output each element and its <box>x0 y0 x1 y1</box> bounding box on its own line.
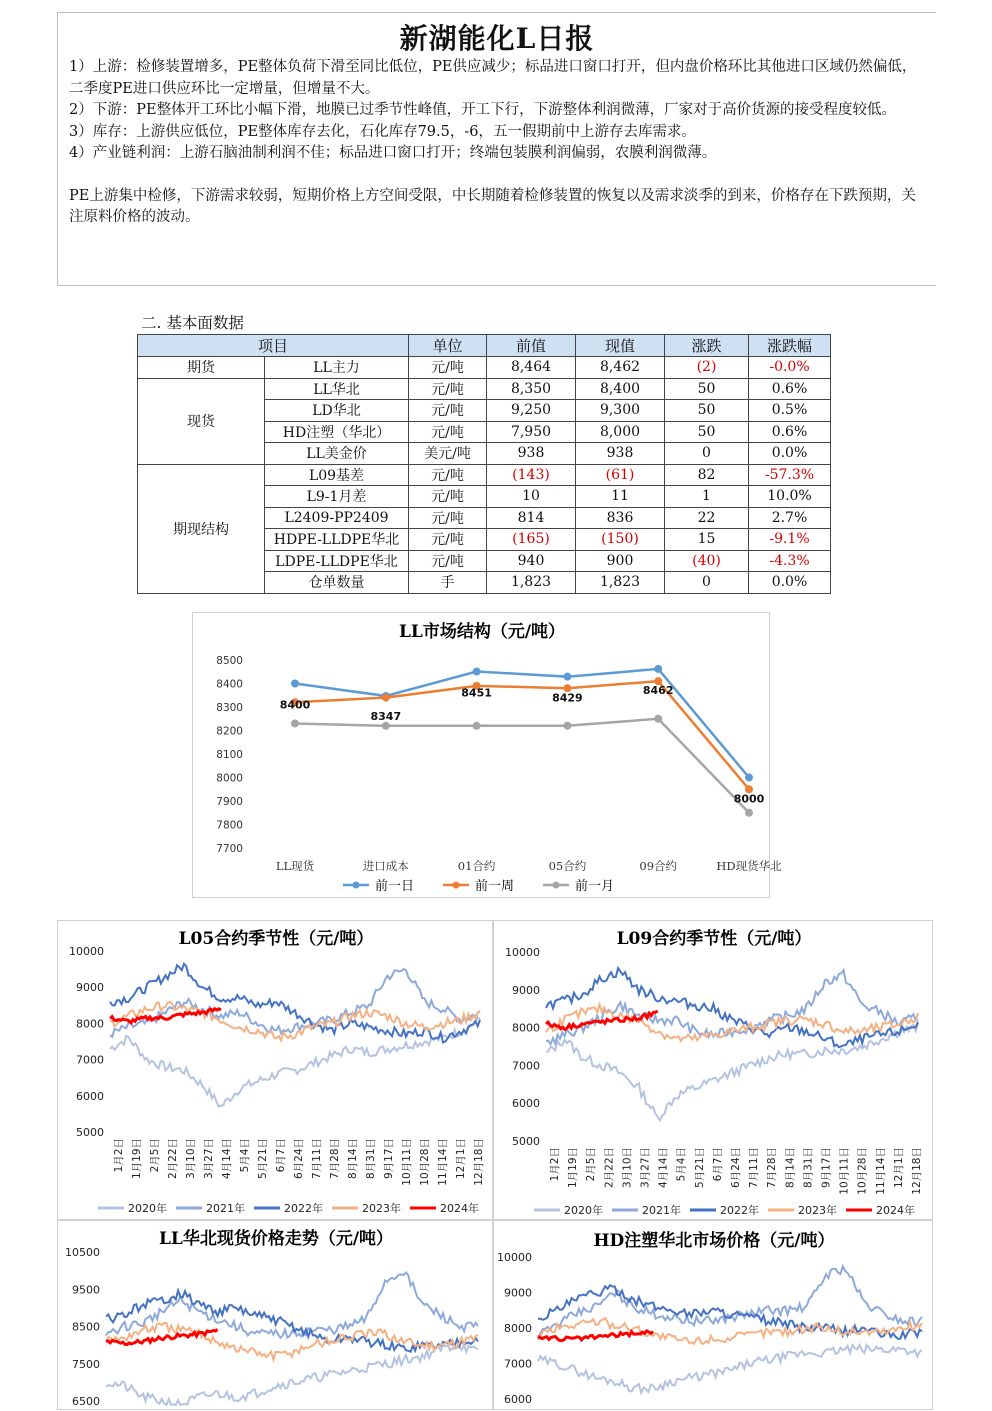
y-tick-label: 8400 <box>216 678 243 691</box>
item-cell: L2409-PP2409 <box>265 507 409 529</box>
x-tick-label: 10月28日 <box>419 1138 431 1186</box>
x-tick-label: 7月11日 <box>311 1138 323 1180</box>
report-title: 新湖能化L日报 <box>399 22 595 55</box>
pct-cell: -0.0% <box>749 357 831 379</box>
legend-label: 2020年 <box>564 1204 603 1217</box>
y-tick-label: 5000 <box>76 1126 104 1139</box>
y-tick-label: 7700 <box>216 843 243 855</box>
hd-injection-north-chart <box>493 1220 933 1410</box>
curr-cell: 8,400 <box>576 378 665 400</box>
y-tick-label: 8200 <box>216 725 243 738</box>
data-point <box>745 809 753 817</box>
series-line <box>106 1273 478 1338</box>
legend-label: 前一日 <box>375 879 415 894</box>
x-tick-label: LL现货 <box>275 859 315 873</box>
curr-cell: 900 <box>576 550 665 572</box>
unit-cell: 元/吨 <box>409 421 487 443</box>
x-tick-label: 10月11日 <box>401 1138 413 1186</box>
y-tick-label: 9500 <box>72 1283 100 1297</box>
data-point <box>473 668 481 676</box>
y-tick-label: 8300 <box>216 702 243 714</box>
unit-cell: 元/吨 <box>409 529 487 551</box>
chg-cell: 50 <box>665 421 749 443</box>
x-tick-label: 7月28日 <box>766 1147 779 1189</box>
x-tick-label: 进口成本 <box>362 859 409 873</box>
prev-cell: 8,350 <box>487 378 576 400</box>
x-tick-label: 3月10日 <box>621 1147 634 1189</box>
pct-cell: 0.6% <box>749 421 831 443</box>
data-point <box>473 722 481 730</box>
legend-label: 前一月 <box>575 879 615 894</box>
curr-cell: 9,300 <box>576 400 665 422</box>
unit-cell: 元/吨 <box>409 357 487 379</box>
chg-cell: 15 <box>665 529 749 551</box>
data-point <box>563 673 571 681</box>
header-pct: 涨跌幅 <box>749 335 831 357</box>
l05-seasonal-svg <box>58 921 494 1221</box>
legend-label: 2020年 <box>128 1202 167 1215</box>
table-row <box>138 357 831 379</box>
l09-seasonal-svg <box>494 921 934 1221</box>
x-tick-label: 1月2日 <box>113 1138 125 1173</box>
y-tick-label: 6000 <box>512 1097 540 1111</box>
x-tick-label: 2月22日 <box>167 1138 179 1180</box>
x-tick-label: 3月27日 <box>639 1147 652 1189</box>
y-tick-label: 6000 <box>76 1089 104 1103</box>
data-label: 8462 <box>642 683 674 697</box>
x-tick-label: 3月10日 <box>185 1138 197 1180</box>
x-tick-label: 8月31日 <box>802 1147 815 1189</box>
l05-seasonal-chart <box>57 920 493 1220</box>
x-tick-label: 7月28日 <box>329 1138 341 1180</box>
group-label: 期现结构 <box>138 464 265 593</box>
y-tick-label: 6000 <box>504 1393 532 1406</box>
x-tick-label: 09合约 <box>639 859 678 873</box>
legend-label: 2023年 <box>362 1202 401 1215</box>
y-tick-label: 7000 <box>504 1357 532 1371</box>
group-label: 期货 <box>138 357 265 379</box>
x-tick-label: 5月4日 <box>239 1138 251 1173</box>
series-line <box>106 1291 478 1352</box>
item-cell: LD华北 <box>265 400 409 422</box>
item-cell: L9-1月差 <box>265 486 409 508</box>
y-tick-label: 7900 <box>216 796 243 808</box>
y-tick-label: 7500 <box>72 1357 100 1371</box>
chg-cell: 0 <box>665 572 749 594</box>
x-tick-label: 5月21日 <box>693 1147 706 1189</box>
x-tick-label: 10月11日 <box>838 1147 851 1195</box>
x-tick-label: 6月7日 <box>275 1138 287 1173</box>
data-label: 8347 <box>370 709 402 723</box>
y-tick-label: 7000 <box>76 1053 104 1067</box>
paragraph-upstream: 1）上游：检修装置增多，PE整体负荷下滑至同比低位，PE供应减少；标品进口窗口打开，但内盘价格环比其他进口区域仍然偏低，二季度PE进口供应环比一定增量，但增量不大。 <box>69 59 917 97</box>
data-label: 8451 <box>461 686 492 700</box>
x-tick-label: 8月14日 <box>784 1147 797 1189</box>
y-tick-label: 10000 <box>69 945 104 958</box>
data-point <box>291 719 299 727</box>
ll-north-spot-svg <box>58 1221 494 1411</box>
x-tick-label: HD现货华北 <box>716 859 782 873</box>
y-tick-label: 9000 <box>504 1286 532 1300</box>
series-line <box>295 669 749 778</box>
x-tick-label: 9月17日 <box>383 1138 395 1180</box>
unit-cell: 手 <box>409 572 487 594</box>
curr-cell: 1,823 <box>576 572 665 594</box>
chg-cell: (2) <box>665 357 749 379</box>
legend-label: 2024年 <box>876 1204 915 1217</box>
unit-cell: 元/吨 <box>409 486 487 508</box>
unit-cell: 元/吨 <box>409 550 487 572</box>
x-tick-label: 10月28日 <box>856 1147 869 1195</box>
x-tick-label: 8月14日 <box>347 1138 359 1180</box>
pct-cell: -4.3% <box>749 550 831 572</box>
x-tick-label: 12月1日 <box>892 1147 905 1189</box>
prev-cell: 1,823 <box>487 572 576 594</box>
curr-cell: 11 <box>576 486 665 508</box>
x-tick-label: 4月14日 <box>221 1138 233 1180</box>
curr-cell: 938 <box>576 443 665 465</box>
x-tick-label: 01合约 <box>457 859 496 873</box>
l09-seasonal-chart <box>493 920 933 1220</box>
chart-title: LL华北现货价格走势（元/吨） <box>158 1229 394 1249</box>
x-tick-label: 6月24日 <box>730 1147 742 1189</box>
legend-label: 2022年 <box>720 1204 759 1217</box>
unit-cell: 元/吨 <box>409 378 487 400</box>
prev-cell: 9,250 <box>487 400 576 422</box>
y-tick-label: 5000 <box>512 1135 540 1148</box>
y-tick-label: 9000 <box>512 983 540 997</box>
y-tick-label: 9000 <box>76 981 104 995</box>
x-tick-label: 1月19日 <box>567 1147 580 1189</box>
report-paragraphs <box>69 57 928 229</box>
x-tick-label: 3月27日 <box>203 1138 215 1180</box>
item-cell: LDPE-LLDPE华北 <box>265 550 409 572</box>
unit-cell: 元/吨 <box>409 507 487 529</box>
data-point <box>654 715 662 723</box>
paragraph-summary: PE上游集中检修，下游需求较弱，短期价格上方空间受限，中长期随着检修装置的恢复以及需求淡季的到来，价格存在下跌预期，关注原料价格的波动。 <box>69 187 916 225</box>
x-tick-label: 5月4日 <box>675 1147 688 1182</box>
curr-cell: 836 <box>576 507 665 529</box>
x-tick-label: 7月11日 <box>748 1147 761 1189</box>
x-tick-label: 12月18日 <box>911 1147 923 1195</box>
legend-marker <box>453 882 460 889</box>
x-tick-label: 6月7日 <box>711 1147 724 1182</box>
x-tick-label: 1月2日 <box>549 1147 561 1182</box>
x-tick-label: 1月19日 <box>131 1138 143 1180</box>
x-tick-label: 4月14日 <box>657 1147 670 1189</box>
item-cell: LL美金价 <box>265 443 409 465</box>
x-tick-label: 12月1日 <box>455 1138 467 1180</box>
data-point <box>291 680 299 688</box>
prev-cell: 940 <box>487 550 576 572</box>
chg-cell: 22 <box>665 507 749 529</box>
data-label: 8400 <box>279 698 311 712</box>
header-item: 项目 <box>138 335 409 357</box>
series-line <box>110 1002 480 1041</box>
data-point <box>654 665 662 673</box>
pct-cell: 0.5% <box>749 400 831 422</box>
item-cell: HDPE-LLDPE华北 <box>265 529 409 551</box>
section-title: 二. 基本面数据 <box>141 314 244 332</box>
y-tick-label: 8000 <box>512 1021 540 1035</box>
market-structure-chart <box>192 612 782 898</box>
x-tick-label: 05合约 <box>548 859 587 873</box>
pct-cell: -9.1% <box>749 529 831 551</box>
chart-title: HD注塑华北市场价格（元/吨） <box>593 1231 835 1251</box>
hd-injection-north-svg <box>494 1221 934 1411</box>
prev-cell: 938 <box>487 443 576 465</box>
x-tick-label: 11月14日 <box>437 1138 449 1186</box>
x-tick-label: 2月5日 <box>149 1138 161 1173</box>
legend-label: 2021年 <box>206 1202 245 1215</box>
series-line <box>538 1318 922 1344</box>
unit-cell: 元/吨 <box>409 400 487 422</box>
report-summary-box <box>57 12 936 286</box>
header-prev: 前值 <box>487 335 576 357</box>
prev-cell: 10 <box>487 486 576 508</box>
legend-label: 2022年 <box>284 1202 323 1215</box>
x-tick-label: 8月31日 <box>365 1138 377 1180</box>
pct-cell: 0.0% <box>749 572 831 594</box>
prev-cell: 814 <box>487 507 576 529</box>
series-line <box>295 719 749 813</box>
data-point <box>382 694 390 702</box>
y-tick-label: 8000 <box>76 1017 104 1031</box>
prev-cell: (143) <box>487 464 576 486</box>
group-label: 现货 <box>138 378 265 464</box>
data-label: 8429 <box>552 691 583 705</box>
pct-cell: 0.6% <box>749 378 831 400</box>
chg-cell: 50 <box>665 400 749 422</box>
legend-label: 2023年 <box>798 1204 837 1217</box>
y-tick-label: 7800 <box>216 819 243 832</box>
chg-cell: 0 <box>665 443 749 465</box>
y-tick-label: 7000 <box>512 1059 540 1073</box>
x-tick-label: 2月5日 <box>585 1147 598 1182</box>
paragraph-profit: 4）产业链利润：上游石脑油制利润不佳；标品进口窗口打开；终端包装膜利润偏弱，农膜利润微薄。 <box>69 145 717 161</box>
pct-cell: -57.3% <box>749 464 831 486</box>
x-tick-label: 11月14日 <box>874 1147 887 1195</box>
curr-cell: 8,000 <box>576 421 665 443</box>
table-body <box>138 357 831 594</box>
market-structure-svg <box>193 613 782 899</box>
paragraph-inventory: 3）库存：上游供应低位，PE整体库存去化，石化库存79.5，-6，五一假期前中上游存去库需求。 <box>69 123 696 140</box>
x-tick-label: 9月17日 <box>820 1147 833 1189</box>
x-tick-label: 6月24日 <box>293 1138 305 1180</box>
curr-cell: (61) <box>576 464 665 486</box>
prev-cell: (165) <box>487 529 576 551</box>
y-tick-label: 6500 <box>72 1395 100 1408</box>
chg-cell: 82 <box>665 464 749 486</box>
unit-cell: 元/吨 <box>409 464 487 486</box>
header-unit: 单位 <box>409 335 487 357</box>
y-tick-label: 10000 <box>497 1251 532 1264</box>
chart-title: LL市场结构（元/吨） <box>398 622 566 642</box>
x-tick-label: 12月18日 <box>473 1138 485 1186</box>
legend-label: 2024年 <box>440 1202 479 1215</box>
y-tick-label: 8000 <box>504 1322 532 1335</box>
y-tick-label: 8500 <box>72 1320 100 1334</box>
data-point <box>563 722 571 730</box>
paragraph-downstream: 2）下游：PE整体开工环比小幅下滑，地膜已过季节性峰值，开工下行，下游整体利润微薄，厂家对于高价货源的接受程度较低。 <box>69 102 897 118</box>
item-cell: 仓单数量 <box>265 572 409 594</box>
item-cell: L09基差 <box>265 464 409 486</box>
header-chg: 涨跌 <box>665 335 749 357</box>
table-row <box>138 378 831 400</box>
data-label: 8000 <box>733 792 765 806</box>
curr-cell: 8,462 <box>576 357 665 379</box>
y-tick-label: 10500 <box>65 1246 100 1259</box>
pct-cell: 0.0% <box>749 443 831 465</box>
fundamentals-table <box>137 334 831 594</box>
pct-cell: 2.7% <box>749 507 831 529</box>
chg-cell: 50 <box>665 378 749 400</box>
x-tick-label: 2月22日 <box>603 1147 616 1189</box>
table-header-row <box>138 335 831 357</box>
y-tick-label: 8000 <box>216 772 243 785</box>
legend-marker <box>553 882 560 889</box>
item-cell: LL主力 <box>265 357 409 379</box>
series-line <box>110 964 480 1043</box>
item-cell: LL华北 <box>265 378 409 400</box>
legend-label: 前一周 <box>475 879 515 894</box>
chg-cell: (40) <box>665 550 749 572</box>
y-tick-label: 10000 <box>505 946 540 959</box>
y-tick-label: 8100 <box>216 749 243 761</box>
curr-cell: (150) <box>576 529 665 551</box>
chart-title: L05合约季节性（元/吨） <box>178 929 374 949</box>
legend-marker <box>353 882 360 889</box>
y-tick-label: 8500 <box>216 655 243 667</box>
header-curr: 现值 <box>576 335 665 357</box>
chg-cell: 1 <box>665 486 749 508</box>
prev-cell: 7,950 <box>487 421 576 443</box>
table-row <box>138 464 831 486</box>
legend-label: 2021年 <box>642 1204 681 1217</box>
item-cell: HD注塑（华北） <box>265 421 409 443</box>
ll-north-spot-chart <box>57 1220 493 1410</box>
data-point <box>382 722 390 730</box>
x-tick-label: 5月21日 <box>257 1138 269 1180</box>
unit-cell: 美元/吨 <box>409 443 487 465</box>
pct-cell: 10.0% <box>749 486 831 508</box>
chart-title: L09合约季节性（元/吨） <box>616 929 812 949</box>
prev-cell: 8,464 <box>487 357 576 379</box>
data-point <box>745 774 753 782</box>
series-line <box>538 1345 922 1393</box>
